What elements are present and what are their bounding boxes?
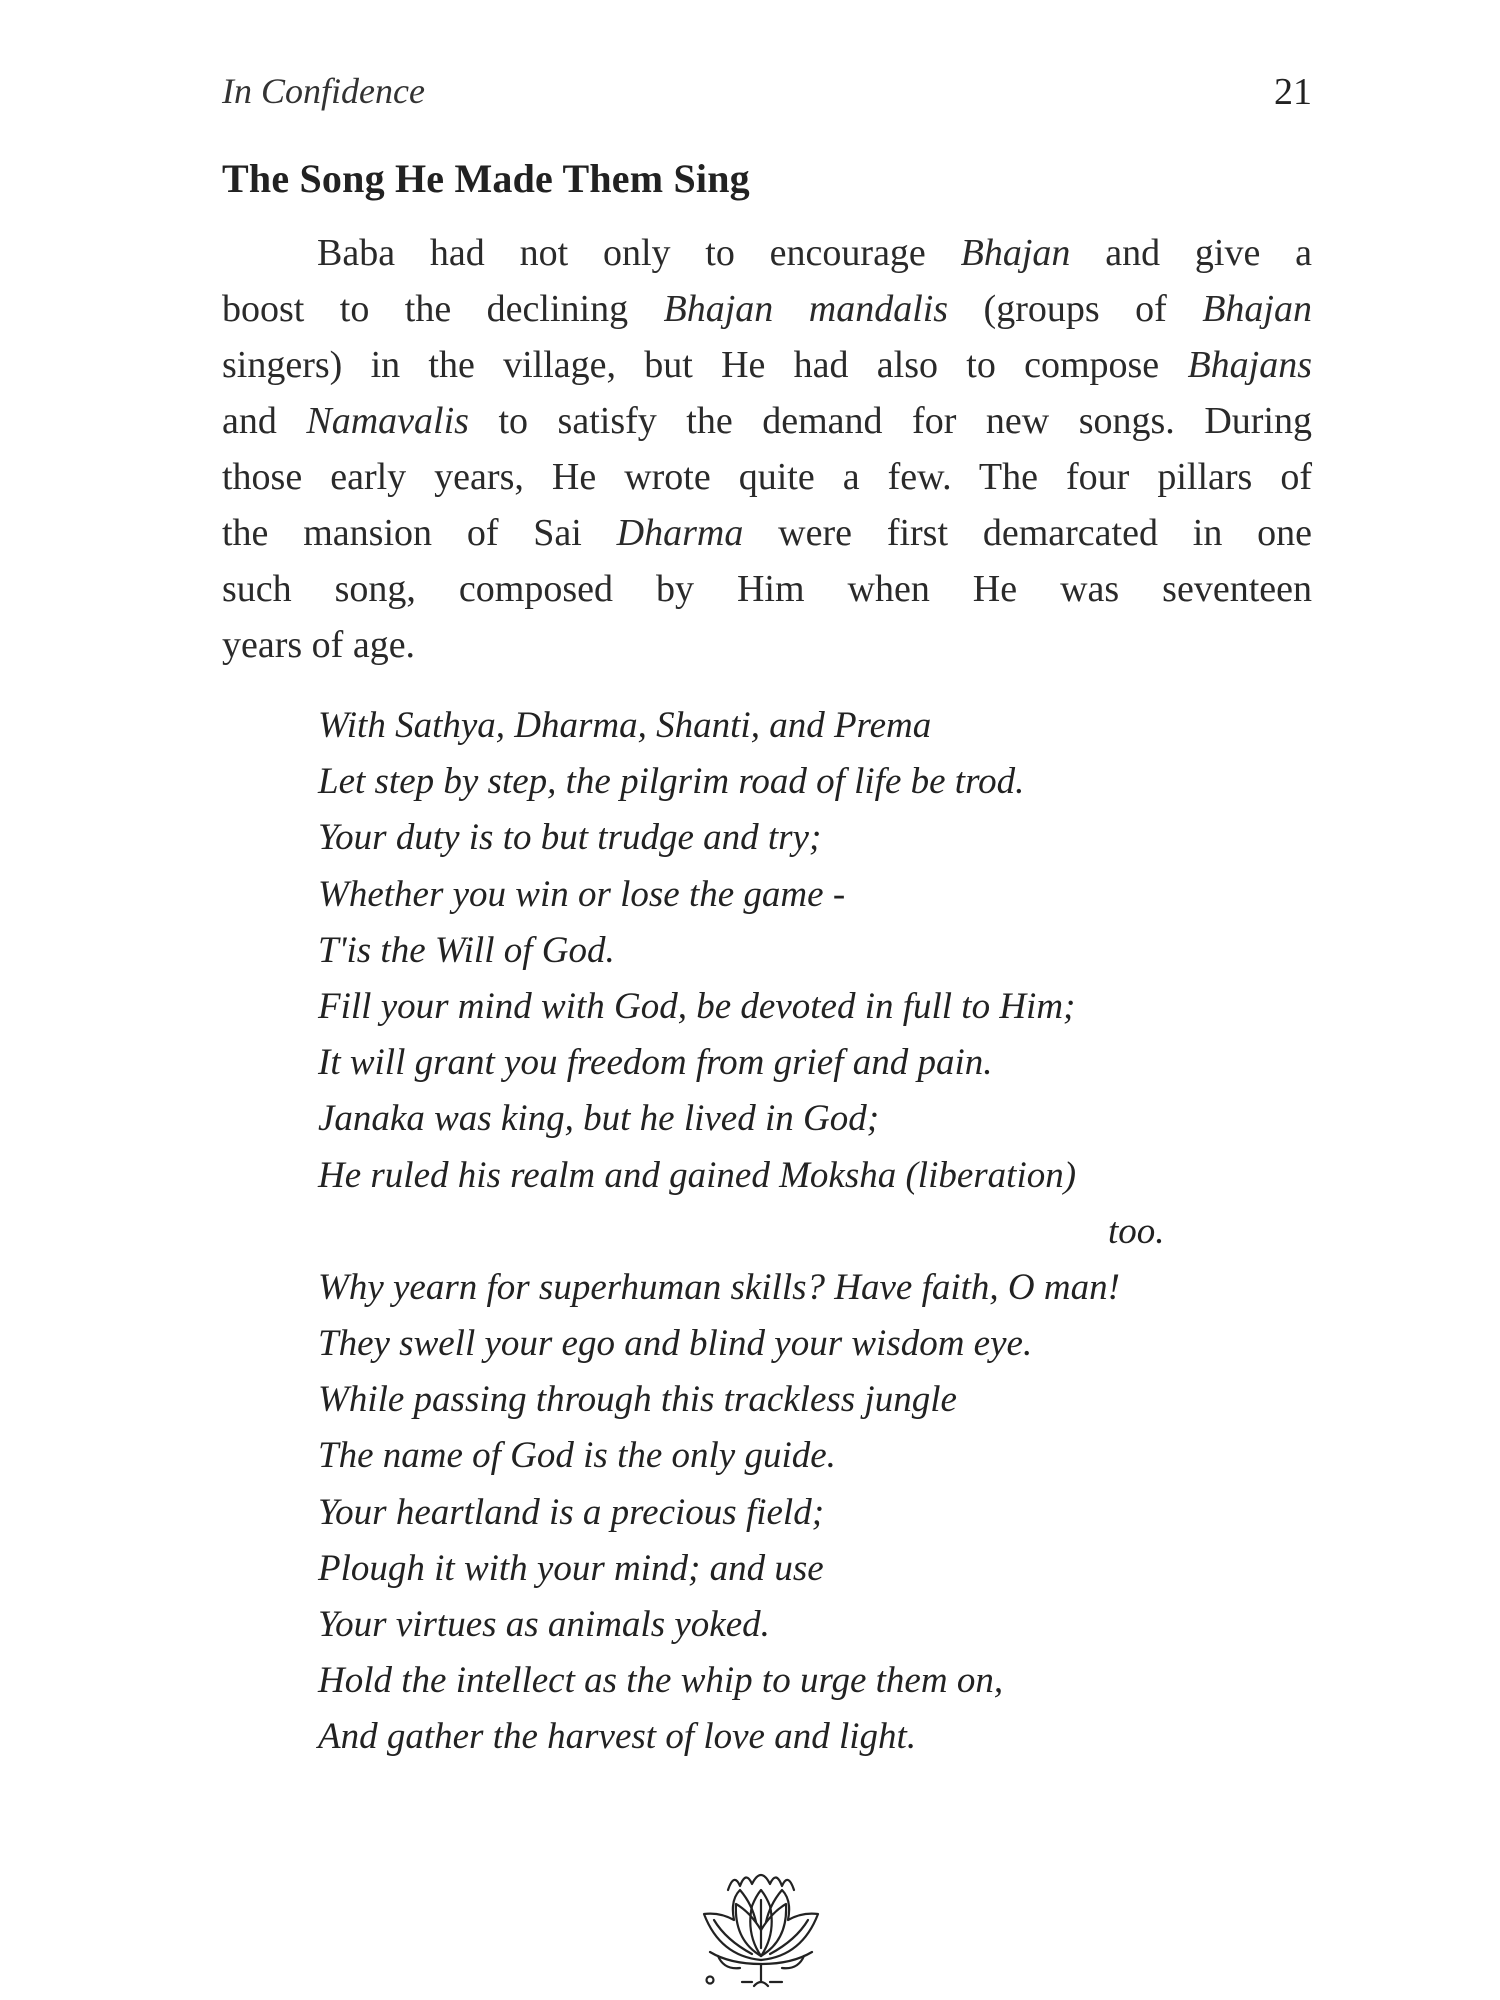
section-title: The Song He Made Them Sing: [222, 156, 750, 201]
poem-line: They swell your ego and blind your wisdom eye.: [318, 1323, 1033, 1365]
paragraph-line: and Namavalis to satisfy the demand for new songs. During: [222, 400, 1312, 442]
paragraph-line: Baba had not only to encourage Bhajan and give a: [317, 232, 1312, 274]
poem-line: Plough it with your mind; and use: [318, 1547, 824, 1589]
poem-line: While passing through this trackless jungle: [318, 1379, 957, 1421]
poem: [318, 698, 1328, 1766]
poem-line: With Sathya, Dharma, Shanti, and Prema: [318, 705, 932, 746]
poem-line: too.: [1108, 1210, 1165, 1252]
running-head: In Confidence: [222, 71, 425, 111]
paragraph-line: years of age.: [222, 624, 416, 666]
poem-line: Janaka was king, but he lived in God;: [318, 1098, 880, 1140]
poem-line: He ruled his realm and gained Moksha (liberation): [318, 1154, 1077, 1196]
paragraph-line: the mansion of Sai Dharma were first demarcated in one: [222, 512, 1312, 554]
poem-line: Why yearn for superhuman skills? Have faith, O man!: [318, 1266, 1120, 1308]
body-paragraph: [222, 225, 1312, 673]
poem-line: It will grant you freedom from grief and pain.: [318, 1042, 993, 1084]
lotus-icon: [690, 1860, 832, 1992]
paragraph-line: such song, composed by Him when He was seventeen: [222, 568, 1312, 610]
paragraph-line: boost to the declining Bhajan mandalis (groups of Bhajan: [222, 288, 1312, 330]
poem-line: Your duty is to but trudge and try;: [318, 817, 822, 859]
poem-line: T'is the Will of God.: [318, 929, 615, 971]
poem-line: Your virtues as animals yoked.: [318, 1604, 770, 1645]
poem-line: Fill your mind with God, be devoted in full to Him;: [318, 985, 1076, 1027]
poem-line: Your heartland is a precious field;: [318, 1491, 825, 1533]
poem-line: And gather the harvest of love and light.: [318, 1716, 917, 1758]
paragraph-line: singers) in the village, but He had also to compose Bhajans: [222, 344, 1312, 386]
page-number: 21: [1274, 71, 1312, 113]
poem-line: Whether you win or lose the game -: [318, 873, 846, 915]
poem-line: Hold the intellect as the whip to urge them on,: [318, 1660, 1004, 1702]
poem-line: Let step by step, the pilgrim road of life be trod.: [318, 761, 1025, 803]
poem-line: The name of God is the only guide.: [318, 1435, 836, 1477]
paragraph-line: those early years, He wrote quite a few. The four pillars of: [222, 456, 1312, 498]
